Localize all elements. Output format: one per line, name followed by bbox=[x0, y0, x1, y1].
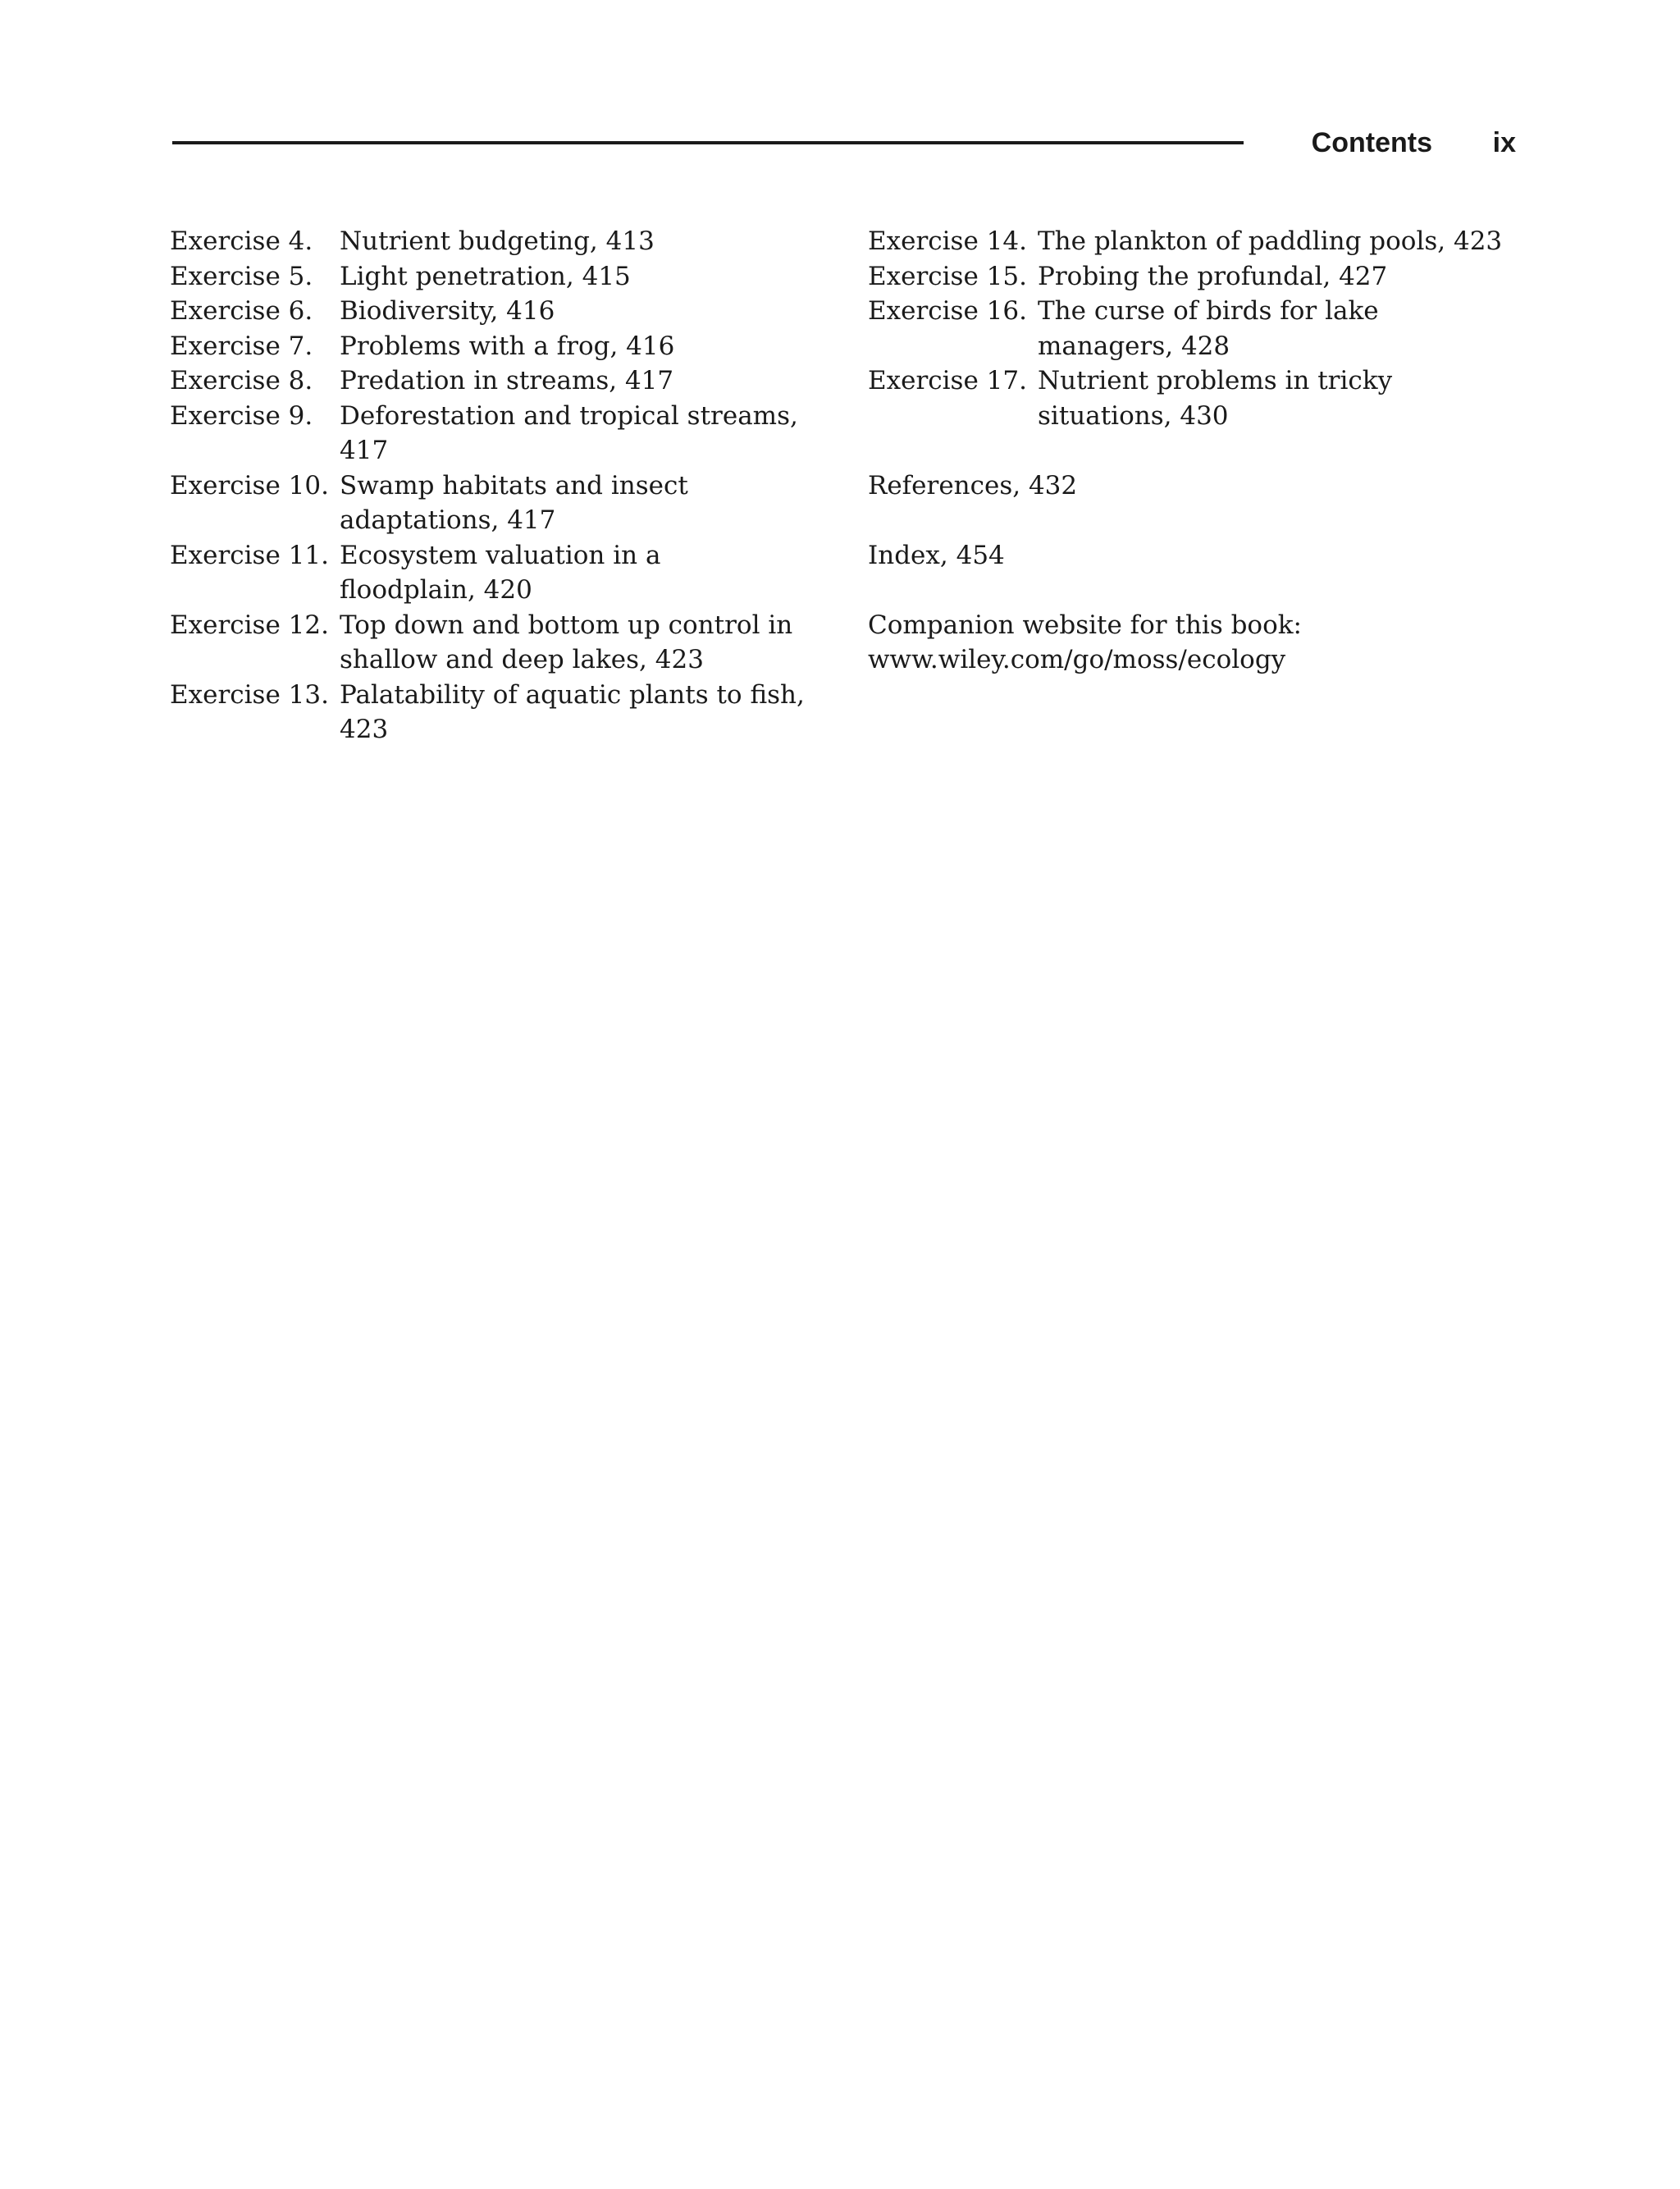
exercise-title: Problems with a frog, 416 bbox=[340, 331, 675, 361]
exercise-number: Exercise 13. bbox=[170, 679, 329, 710]
exercise-title: The plankton of paddling pools, 423 bbox=[1038, 226, 1503, 256]
exercise-number: Exercise 16. bbox=[868, 296, 1027, 326]
toc-entry-exercise-10[interactable] bbox=[170, 468, 842, 538]
exercise-title: Deforestation and tropical streams, 417 bbox=[340, 400, 798, 465]
exercise-number: Exercise 15. bbox=[868, 261, 1027, 291]
toc-entry-index[interactable]: Index, 454 bbox=[868, 540, 1005, 570]
exercise-title-line: Swamp habitats and insect bbox=[340, 470, 688, 500]
exercise-title: Palatability of aquatic plants to fish, 423 bbox=[340, 679, 805, 744]
page-number: ix bbox=[1492, 127, 1516, 158]
exercise-title-line: The curse of birds for lake bbox=[1038, 296, 1379, 326]
spacer bbox=[868, 433, 1524, 468]
exercise-title-line: Top down and bottom up control in bbox=[340, 610, 793, 640]
exercise-title bbox=[1038, 363, 1524, 433]
spacer bbox=[868, 573, 1524, 608]
exercise-number: Exercise 14. bbox=[868, 226, 1027, 256]
toc-entry-exercise-6[interactable] bbox=[170, 294, 842, 329]
toc-entry-exercise-7[interactable] bbox=[170, 329, 842, 364]
toc-entry-exercise-5[interactable] bbox=[170, 259, 842, 295]
exercise-number: Exercise 4. bbox=[170, 226, 313, 256]
exercise-title bbox=[1038, 294, 1524, 363]
exercise-title-line: adaptations, 417 bbox=[340, 505, 556, 535]
exercise-number: Exercise 7. bbox=[170, 331, 313, 361]
exercise-number: Exercise 5. bbox=[170, 261, 313, 291]
toc-entry-exercise-14[interactable] bbox=[868, 224, 1524, 259]
exercise-title: Predation in streams, 417 bbox=[340, 366, 674, 395]
exercise-number: Exercise 8. bbox=[170, 366, 313, 395]
exercise-number: Exercise 9. bbox=[170, 400, 313, 431]
toc-entry-exercise-4[interactable] bbox=[170, 224, 842, 259]
spacer bbox=[868, 503, 1524, 538]
exercise-number: Exercise 17. bbox=[868, 366, 1027, 395]
exercise-number: Exercise 10. bbox=[170, 470, 329, 500]
exercise-title bbox=[340, 538, 842, 608]
toc-entry-exercise-13[interactable] bbox=[170, 678, 842, 747]
exercise-title-line: shallow and deep lakes, 423 bbox=[340, 645, 704, 674]
toc-entry-exercise-12[interactable] bbox=[170, 608, 842, 678]
toc-entry-exercise-16[interactable] bbox=[868, 294, 1524, 363]
exercise-title-line: Nutrient problems in tricky bbox=[1038, 366, 1393, 395]
exercise-title: Probing the profundal, 427 bbox=[1038, 261, 1388, 291]
companion-website-url[interactable]: www.wiley.com/go/moss/ecology bbox=[868, 645, 1286, 674]
running-header-title: Contents bbox=[1311, 127, 1432, 158]
exercise-title bbox=[340, 468, 842, 538]
exercise-title: Biodiversity, 416 bbox=[340, 296, 555, 326]
exercise-number: Exercise 6. bbox=[170, 296, 313, 326]
exercise-title-line: Ecosystem valuation in a bbox=[340, 540, 661, 570]
toc-entry-exercise-15[interactable] bbox=[868, 259, 1524, 295]
exercise-title-line: floodplain, 420 bbox=[340, 575, 532, 605]
exercise-title: Light penetration, 415 bbox=[340, 261, 631, 291]
exercise-title: Nutrient budgeting, 413 bbox=[340, 226, 655, 256]
toc-left-column bbox=[170, 224, 842, 747]
toc-entry-exercise-17[interactable] bbox=[868, 363, 1524, 433]
toc-entry-exercise-9[interactable] bbox=[170, 399, 842, 468]
header-rule bbox=[172, 141, 1244, 144]
companion-website-label: Companion website for this book: bbox=[868, 610, 1302, 640]
exercise-number: Exercise 11. bbox=[170, 540, 329, 570]
exercise-number: Exercise 12. bbox=[170, 610, 329, 640]
exercise-title bbox=[340, 608, 842, 678]
toc-entry-exercise-8[interactable] bbox=[170, 363, 842, 399]
exercise-title-line: managers, 428 bbox=[1038, 331, 1230, 361]
toc-entry-exercise-11[interactable] bbox=[170, 538, 842, 608]
toc-entry-references[interactable]: References, 432 bbox=[868, 470, 1078, 500]
toc-right-column bbox=[868, 224, 1524, 678]
exercise-title-line: situations, 430 bbox=[1038, 400, 1229, 431]
